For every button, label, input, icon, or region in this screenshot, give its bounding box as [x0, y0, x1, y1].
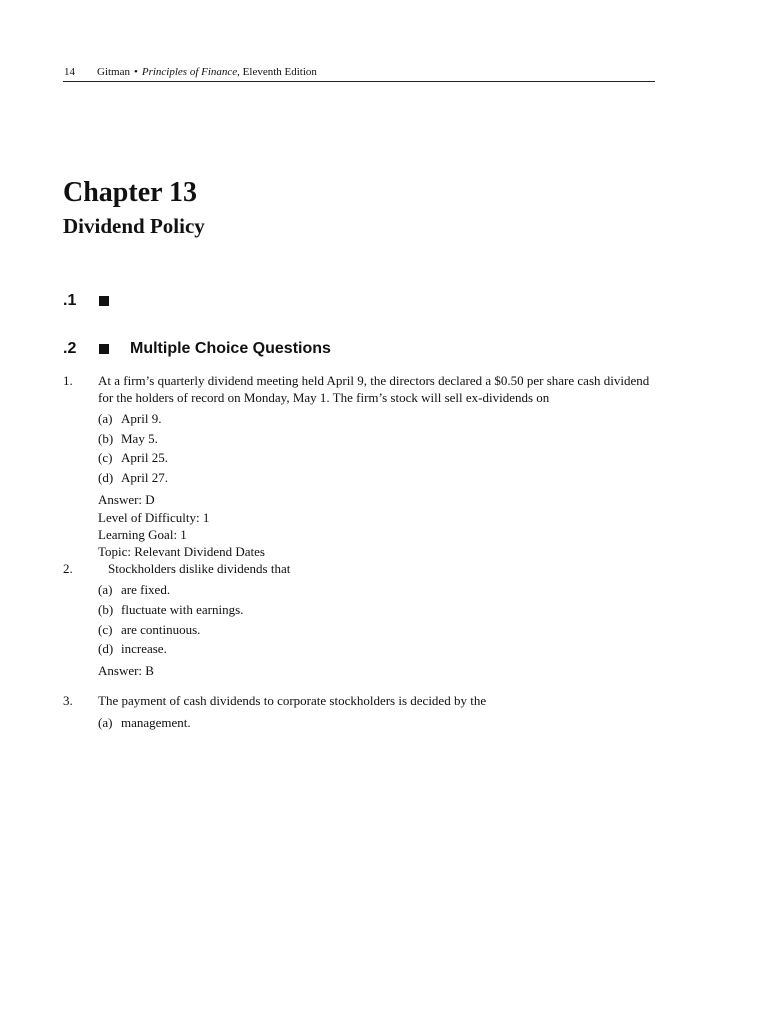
option-letter: (a)	[98, 582, 113, 597]
question-text: The payment of cash dividends to corporate stockholders is decided by the	[98, 693, 487, 708]
answer-option	[98, 581, 170, 598]
answer-option	[98, 640, 167, 657]
option-text: management.	[121, 715, 191, 730]
answer-option	[98, 621, 200, 638]
answer-line: Answer: B	[98, 663, 154, 678]
option-text: are fixed.	[121, 582, 171, 597]
answer-option	[98, 469, 168, 486]
option-letter: (b)	[98, 602, 114, 617]
running-header-text	[97, 65, 317, 79]
question-text: Stockholders dislike dividends that	[108, 561, 291, 576]
option-letter: (a)	[98, 715, 113, 730]
answer-option	[98, 714, 191, 731]
learning-goal-line: Learning Goal: 1	[98, 527, 187, 542]
option-letter: (b)	[98, 431, 114, 446]
question-number: 3.	[63, 693, 73, 708]
edition-text: , Eleventh Edition	[237, 66, 317, 78]
header-bullet: •	[134, 66, 138, 78]
section-number: .2	[63, 340, 77, 357]
option-text: fluctuate with earnings.	[121, 602, 244, 617]
answer-option	[98, 449, 168, 466]
author-name: Gitman	[97, 66, 130, 78]
book-title: Principles of Finance	[141, 66, 238, 78]
option-letter: (d)	[98, 470, 114, 485]
difficulty-line: Level of Difficulty: 1	[98, 510, 210, 525]
question-number: 2.	[63, 561, 73, 576]
option-letter: (a)	[98, 411, 113, 426]
option-text: May 5.	[121, 431, 158, 446]
running-header	[63, 64, 655, 82]
section-number: .1	[63, 292, 77, 309]
square-bullet-icon	[99, 296, 109, 306]
option-text: April 27.	[121, 470, 168, 485]
answer-line: Answer: D	[98, 492, 155, 507]
option-text: April 25.	[121, 450, 168, 465]
option-text: increase.	[121, 641, 167, 656]
option-letter: (c)	[98, 450, 113, 465]
answer-option	[98, 410, 161, 427]
option-text: April 9.	[121, 411, 162, 426]
option-letter: (d)	[98, 641, 114, 656]
topic-line: Topic: Relevant Dividend Dates	[98, 544, 265, 559]
question-number: 1.	[63, 373, 73, 388]
answer-option	[98, 601, 243, 618]
answer-option	[98, 430, 158, 447]
page-number: 14	[64, 66, 75, 78]
option-letter: (c)	[98, 622, 113, 637]
chapter-subtitle: Dividend Policy	[63, 214, 205, 238]
square-bullet-icon	[99, 344, 109, 354]
section-title: Multiple Choice Questions	[130, 340, 331, 357]
question-text: At a firm’s quarterly dividend meeting held April 9, the directors declared a $0.50 per share cash dividend for the holders of record on Monday, May 1. The firm’s stock will sell ex-dividends on	[98, 373, 650, 405]
option-text: are continuous.	[121, 622, 201, 637]
chapter-title: Chapter 13	[63, 177, 198, 208]
